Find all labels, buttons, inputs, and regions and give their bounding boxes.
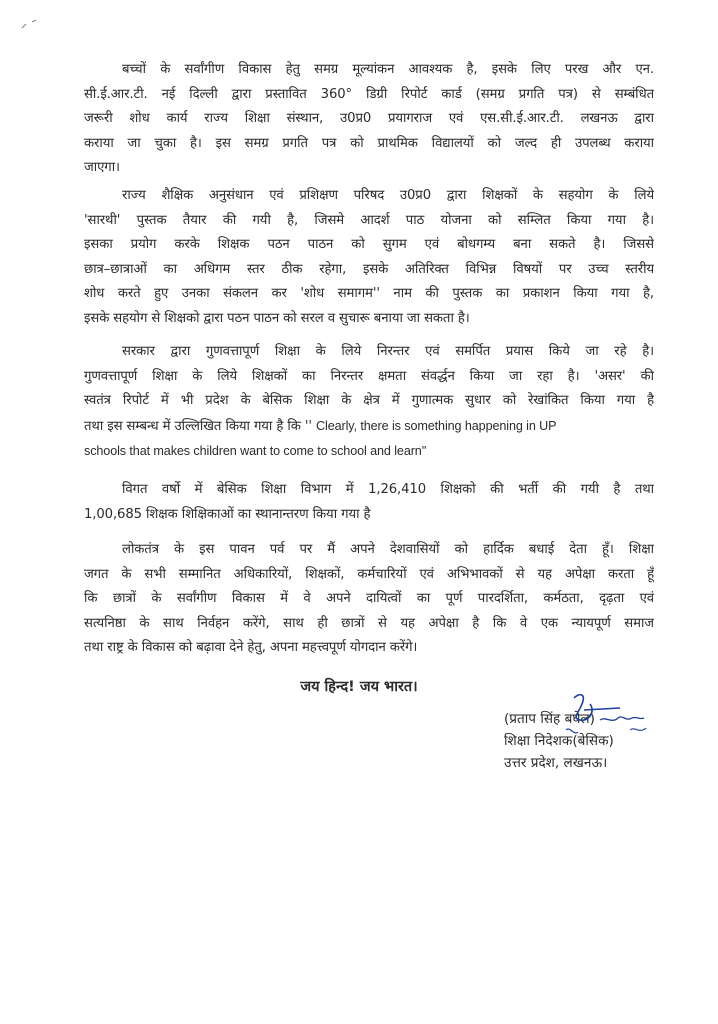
paragraph-line (84, 414, 654, 440)
paragraph-3 (84, 340, 654, 464)
paragraph-line: इसका प्रयोग करके शिक्षक पठन पाठन को सुगम एवं बोधगम्य बना सकते है। जिससे (84, 237, 654, 252)
paragraph-line: 1,00,685 शिक्षक शिक्षिकाओं का स्थानान्तरण किया गया है (84, 506, 371, 522)
paragraph-line: तथा राष्ट्र के विकास को बढ़ावा देने हेतु, अपना महत्त्वपूर्ण योगदान करेंगे। (84, 640, 418, 655)
paragraph-line: सी.ई.आर.टी. नई दिल्ली द्वारा प्रस्तावित 360° डिग्री रिपोर्ट कार्ड (समग्र प्रगति पत्र) से सम्बंधित (84, 86, 654, 102)
paragraph-4 (84, 478, 654, 527)
paragraph-line: बच्चों के सर्वांगीण विकास हेतु समग्र मूल्यांकन आवश्यक है, इसके लिए परख और एन. (122, 62, 654, 77)
signatory-name: (प्रताप सिंह बघेल) (504, 711, 595, 727)
paragraph-line: विगत वर्षो में बेसिक शिक्षा विभाग में 1,26,410 शिक्षको की भर्ती की गयी है तथा (122, 482, 654, 497)
paragraph-line: इसके सहयोग से शिक्षको द्वारा पठन पाठन को सरल व सुचारू बनाया जा सकता है। (84, 310, 470, 326)
english-quote-continued: schools that makes children want to come to school and learn'' (84, 444, 427, 458)
paragraph-line: स्वतंत्र रिपोर्ट में भी प्रदेश के बेसिक शिक्षा के क्षेत्र में गुणात्मक सुधार को रेखांकित किया गया है (84, 393, 654, 408)
paragraph-line: सत्यनिष्ठा के साथ निर्वहन करेंगे, साथ ही छात्रों से यह अपेक्षा है कि वे एक न्यायपूर्ण समाज (84, 615, 654, 631)
paragraph-line: जगत के सभी सम्मानित अधिकारियों, शिक्षकों, कर्मचारियों एवं अभिभावकों से यह अपेक्षा करता हूँ (84, 566, 654, 582)
scan-corner-mark (20, 14, 50, 34)
paragraph-line: 'सारथी' पुस्तक तैयार की गयी है, जिसमे आदर्श पाठ योजना को सम्लित किया गया है। (84, 212, 654, 228)
paragraph-line: शोध करते हुए उनका संकलन कर 'शोध समागम'' नाम की पुस्तक का प्रकाशन किया गया है, (84, 286, 654, 301)
paragraph-line: गुणवत्तापूर्ण शिक्षा के लिये शिक्षकों का निरन्तर क्षमता संवर्द्धन किया जा रहा है। 'असर' की (84, 368, 654, 384)
paragraph-line: जाएगा। (84, 160, 120, 175)
signatory-designation: शिक्षा निदेशक(बेसिक) (504, 733, 614, 749)
paragraph-line: राज्य शैक्षिक अनुसंधान एवं प्रशिक्षण परिषद उ0प्र0 द्वारा शिक्षकों के सहयोग के लिये (122, 188, 654, 203)
paragraph-line: छात्र–छात्राओं का अधिगम स्तर ठीक रहेगा, इसके अतिरिक्त विभिन्न विषयों पर उच्च स्तरीय (84, 261, 654, 277)
paragraph-1 (84, 58, 654, 181)
paragraph-line: जरूरी शोध कार्य राज्य शिक्षा संस्थान, उ0प्र0 प्रयागराज एवं एस.सी.ई.आर.टी. लखनऊ द्वारा (84, 111, 654, 126)
paragraph-line: कराया जा चुका है। इस समग्र प्रगति पत्र को प्राथमिक विद्यालयों को जल्द ही उपलब्ध कराया (84, 135, 654, 151)
paragraph-2 (84, 184, 654, 331)
closing-salutation: जय हिन्द! जय भारत। (300, 679, 418, 695)
handwritten-signature (560, 690, 652, 752)
signatory-place: उत्तर प्रदेश, लखनऊ। (504, 755, 608, 771)
paragraph-line: सरकार द्वारा गुणवत्तापूर्ण शिक्षा के लिये निरन्तर एवं समर्पित प्रयास किये जा रहे है। (122, 344, 654, 359)
paragraph-line: लोकतंत्र के इस पावन पर्व पर मैं अपने देशवासियों को हार्दिक बधाई देता हूँ। शिक्षा (122, 542, 654, 557)
paragraph-5 (84, 538, 654, 661)
paragraph-text: तथा इस सम्बन्ध में उल्लिखित किया गया है कि '' (84, 418, 312, 434)
paragraph-line: कि छात्रों के सर्वांगीण विकास में वे अपने दायित्वों का पूर्ण पारदर्शिता, कर्मठता, दृढ़ता एवं (84, 591, 654, 606)
english-quote: Clearly, there is something happening in UP (316, 418, 557, 433)
